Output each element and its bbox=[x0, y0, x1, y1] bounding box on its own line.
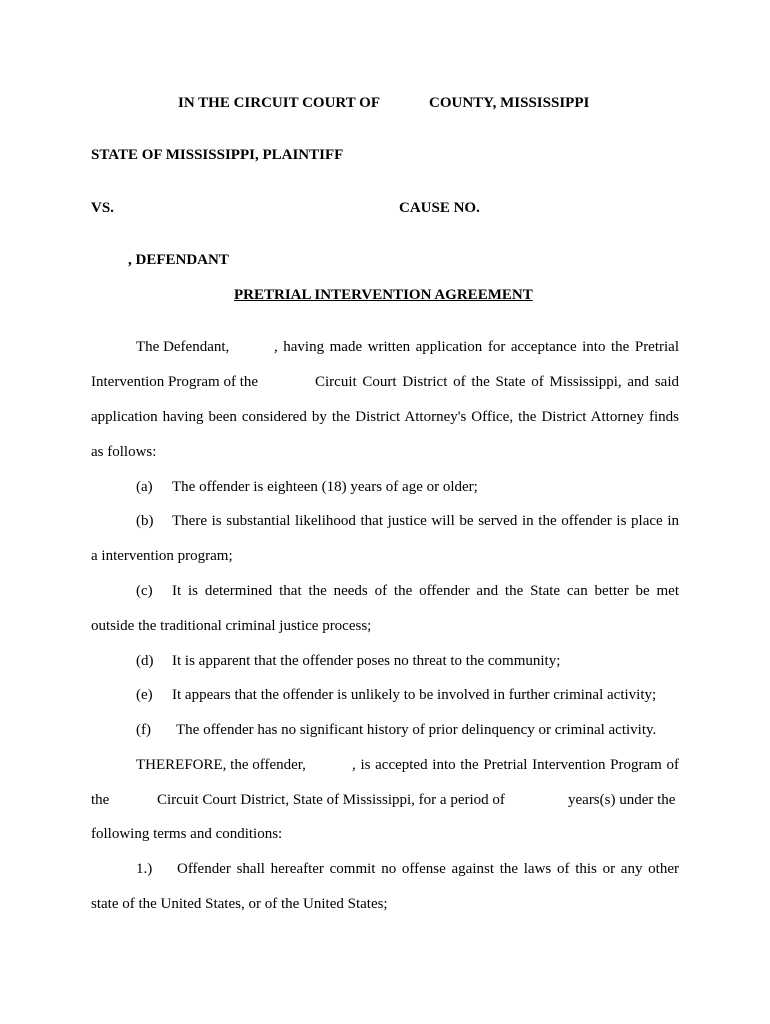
finding-text: The offender has no significant history of prior delinquency or criminal activity. bbox=[176, 722, 657, 738]
intro-line-2b: Circuit Court District of the State of Mississippi, and said bbox=[315, 374, 679, 390]
document-title: PRETRIAL INTERVENTION AGREEMENT bbox=[234, 287, 533, 303]
versus-label: VS. bbox=[91, 200, 114, 216]
finding-label: (d) bbox=[136, 653, 154, 669]
term-text: Offender shall hereafter commit no offense against the laws of this or any other bbox=[177, 861, 679, 877]
finding-text: There is substantial likelihood that justice will be served in the offender is place in bbox=[172, 513, 679, 529]
finding-text: It appears that the offender is unlikely to be involved in further criminal activity; bbox=[172, 687, 657, 703]
intro-line-2a: Intervention Program of the bbox=[91, 374, 259, 390]
finding-text-continued: outside the traditional criminal justice process; bbox=[91, 618, 372, 634]
therefore-line-2c: years(s) under the bbox=[568, 792, 676, 808]
intro-line-4: as follows: bbox=[91, 444, 157, 460]
intro-line-3: application having been considered by the District Attorney's Office, the District Attorney finds bbox=[91, 409, 679, 425]
therefore-line-1a: THEREFORE, the offender, bbox=[136, 757, 306, 773]
finding-label: (b) bbox=[136, 513, 154, 529]
finding-label: (c) bbox=[136, 583, 153, 599]
finding-label: (e) bbox=[136, 687, 153, 703]
court-heading-left: IN THE CIRCUIT COURT OF bbox=[178, 95, 381, 111]
finding-label: (a) bbox=[136, 479, 153, 495]
therefore-line-2b: Circuit Court District, State of Mississippi, for a period of bbox=[157, 792, 505, 808]
term-text-continued: state of the United States, or of the United States; bbox=[91, 896, 388, 912]
finding-text: The offender is eighteen (18) years of age or older; bbox=[172, 479, 478, 495]
therefore-line-1b: , is accepted into the Pretrial Intervention Program of bbox=[352, 757, 679, 773]
finding-label: (f) bbox=[136, 722, 151, 738]
intro-line-1a: The Defendant, bbox=[136, 339, 230, 355]
finding-text: It is apparent that the offender poses no threat to the community; bbox=[172, 653, 561, 669]
defendant-line: , DEFENDANT bbox=[128, 252, 229, 268]
finding-text-continued: a intervention program; bbox=[91, 548, 233, 564]
finding-text: It is determined that the needs of the offender and the State can better be met bbox=[172, 583, 679, 599]
term-label: 1.) bbox=[136, 861, 153, 877]
therefore-line-3: following terms and conditions: bbox=[91, 826, 283, 842]
plaintiff-line: STATE OF MISSISSIPPI, PLAINTIFF bbox=[91, 147, 344, 163]
court-heading-right: COUNTY, MISSISSIPPI bbox=[429, 95, 590, 111]
intro-line-1b: , having made written application for acceptance into the Pretrial bbox=[274, 339, 679, 355]
cause-number-label: CAUSE NO. bbox=[399, 200, 480, 216]
therefore-line-2a: the bbox=[91, 792, 110, 808]
